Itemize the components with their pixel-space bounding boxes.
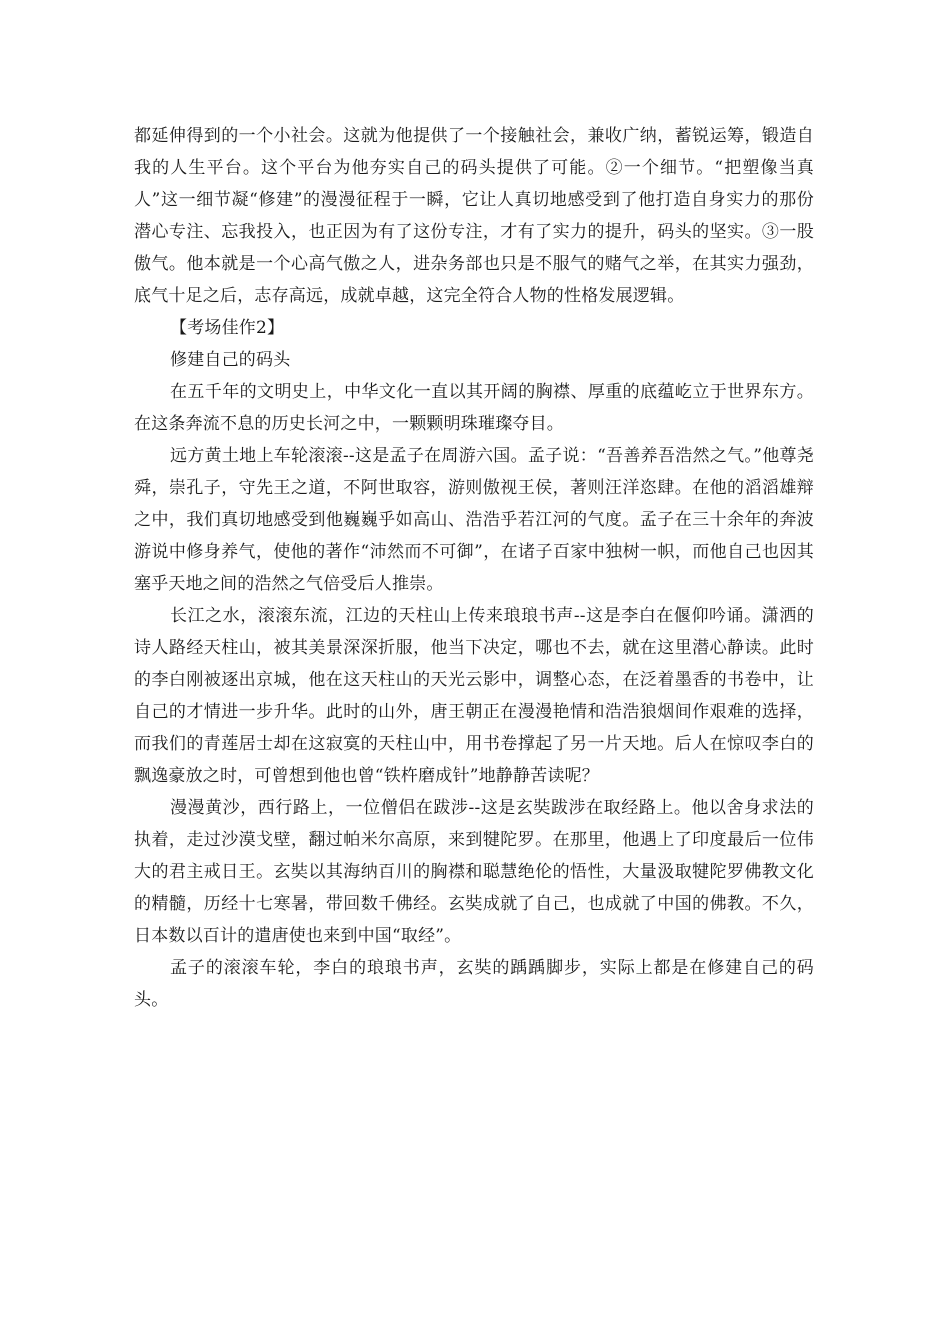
essay-title: 修建自己的码头 xyxy=(170,350,291,370)
section-label: 【考场佳作2】 xyxy=(170,318,285,338)
paragraph-li-bai: 长江之水，滚滚东流，江边的天柱山上传来琅琅书声--这是李白在偃仰吟诵。潇洒的诗人路经天柱山，被其美景深深折服，他当下决定，哪也不去，就在这里潜心静读。此时的李白刚被逐出京城，他在这天柱山的天光云影中，调整心态，在泛着墨香的书卷中，让自己的才情进一步升华。此时的山外，唐王朝正在漫漫艳情和浩浩狼烟间作艰难的选择，而我们的青莲居士却在这寂寞的天柱山中，用书卷撑起了另一片天地。后人在惊叹李白的飘逸豪放之时，可曾想到他也曾“铁杵磨成针”地静静苦读呢？ xyxy=(134,606,814,786)
paragraph-summary: 孟子的滚滚车轮，李白的琅琅书声，玄奘的踽踽脚步，实际上都是在修建自己的码头。 xyxy=(134,958,814,1010)
document-body xyxy=(134,120,814,1016)
paragraph-intro: 在五千年的文明史上，中华文化一直以其开阔的胸襟、厚重的底蕴屹立于世界东方。在这条奔流不息的历史长河之中，一颗颗明珠璀璨夺目。 xyxy=(134,382,814,434)
paragraph-xuanzang: 漫漫黄沙，西行路上，一位僧侣在跋涉--这是玄奘跋涉在取经路上。他以舍身求法的执着，走过沙漠戈壁，翻过帕米尔高原，来到犍陀罗。在那里，他遇上了印度最后一位伟大的君主戒日王。玄奘以其海纳百川的胸襟和聪慧绝伦的悟性，大量汲取犍陀罗佛教文化的精髓，历经十七寒暑，带回数千佛经。玄奘成就了自己，也成就了中国的佛教。不久，日本数以百计的遣唐使也来到中国“取经”。 xyxy=(134,798,814,946)
paragraph-continuation: 都延伸得到的一个小社会。这就为他提供了一个接触社会，兼收广纳，蓄锐运筹，锻造自我的人生平台。这个平台为他夯实自己的码头提供了可能。②一个细节。“把塑像当真人”这一细节凝“修建”的漫漫征程于一瞬，它让人真切地感受到了他打造自身实力的那份潜心专注、忘我投入，也正因为有了这份专注，才有了实力的提升，码头的坚实。③一股傲气。他本就是一个心高气傲之人，进杂务部也只是不服气的赌气之举，在其实力强劲，底气十足之后，志存高远，成就卓越，这完全符合人物的性格发展逻辑。 xyxy=(134,126,814,306)
paragraph-mencius: 远方黄土地上车轮滚滚--这是孟子在周游六国。孟子说：“吾善养吾浩然之气。”他尊尧舜，崇孔子，守先王之道，不阿世取容，游则傲视王侯，著则汪洋恣肆。在他的滔滔雄辩之中，我们真切地感受到他巍巍乎如高山、浩浩乎若江河的气度。孟子在三十余年的奔波游说中修身养气，使他的著作“沛然而不可御”，在诸子百家中独树一帜，而他自己也因其塞乎天地之间的浩然之气倍受后人推崇。 xyxy=(134,446,814,594)
